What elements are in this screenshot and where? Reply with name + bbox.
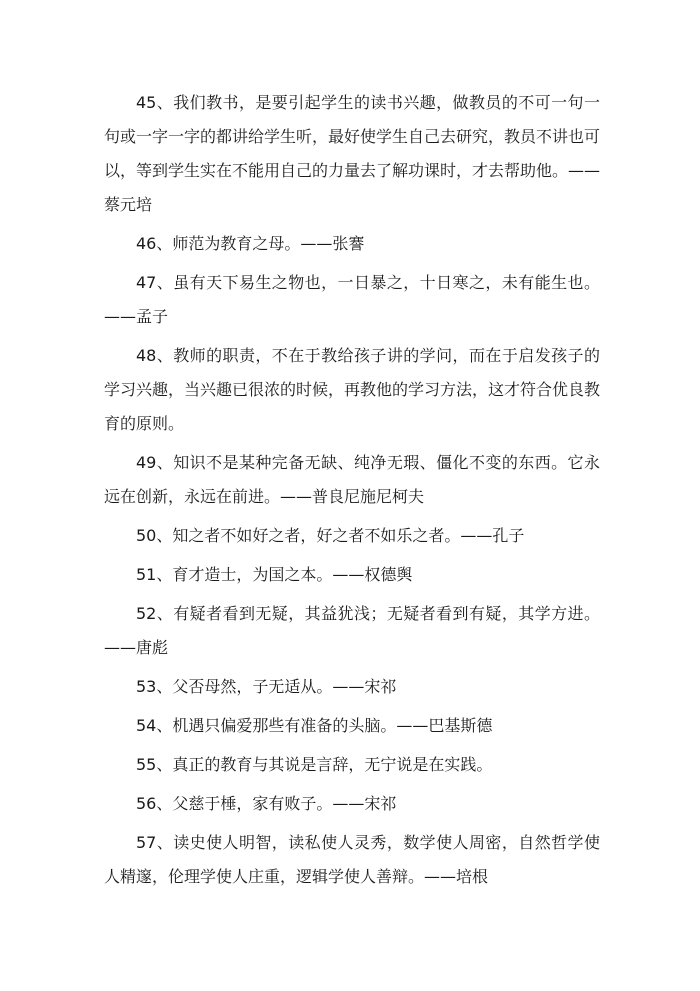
quote-50: 50、知之者不如好之者，好之者不如乐之者。——孔子 [136, 526, 525, 545]
quote-54: 54、机遇只偏爱那些有准备的头脑。——巴基斯德 [136, 716, 493, 735]
quote-49: 49、知识不是某种完备无缺、纯净无瑕、僵化不变的东西。它永远在创新，永远在前进。——普良尼施尼柯夫 [104, 453, 600, 506]
quote-45: 45、我们教书，是要引起学生的读书兴趣，做教员的不可一句一句或一字一字的都讲给学生听，最好使学生自己去研究，教员不讲也可以，等到学生实在不能用自己的力量去了解功课时，才去帮助他。——蔡元培 [104, 93, 601, 214]
quote-57: 57、读史使人明智，读私使人灵秀，数学使人周密，自然哲学使人精邃，伦理学使人庄重，逻辑学使人善辩。——培根 [104, 833, 600, 886]
quote-52: 52、有疑者看到无疑，其益犹浅；无疑者看到有疑，其学方进。——唐彪 [104, 604, 600, 657]
quote-56: 56、父慈于棰，家有败子。——宋祁 [136, 794, 397, 813]
quote-55: 55、真正的教育与其说是言辞，无宁说是在实践。 [136, 755, 493, 774]
quote-53: 53、父否母然，子无适从。——宋祁 [136, 677, 397, 696]
quote-list [104, 86, 600, 899]
quote-48: 48、教师的职责，不在于教给孩子讲的学问，而在于启发孩子的学习兴趣，当兴趣已很浓的时候，再教他的学习方法，这才符合优良教育的原则。 [104, 346, 601, 433]
quote-47: 47、虽有天下易生之物也，一日暴之，十日寒之，未有能生也。——孟子 [104, 273, 600, 326]
quote-46: 46、师范为教育之母。——张謇 [136, 234, 365, 253]
quote-51: 51、育才造士，为国之本。——权德舆 [136, 565, 413, 584]
